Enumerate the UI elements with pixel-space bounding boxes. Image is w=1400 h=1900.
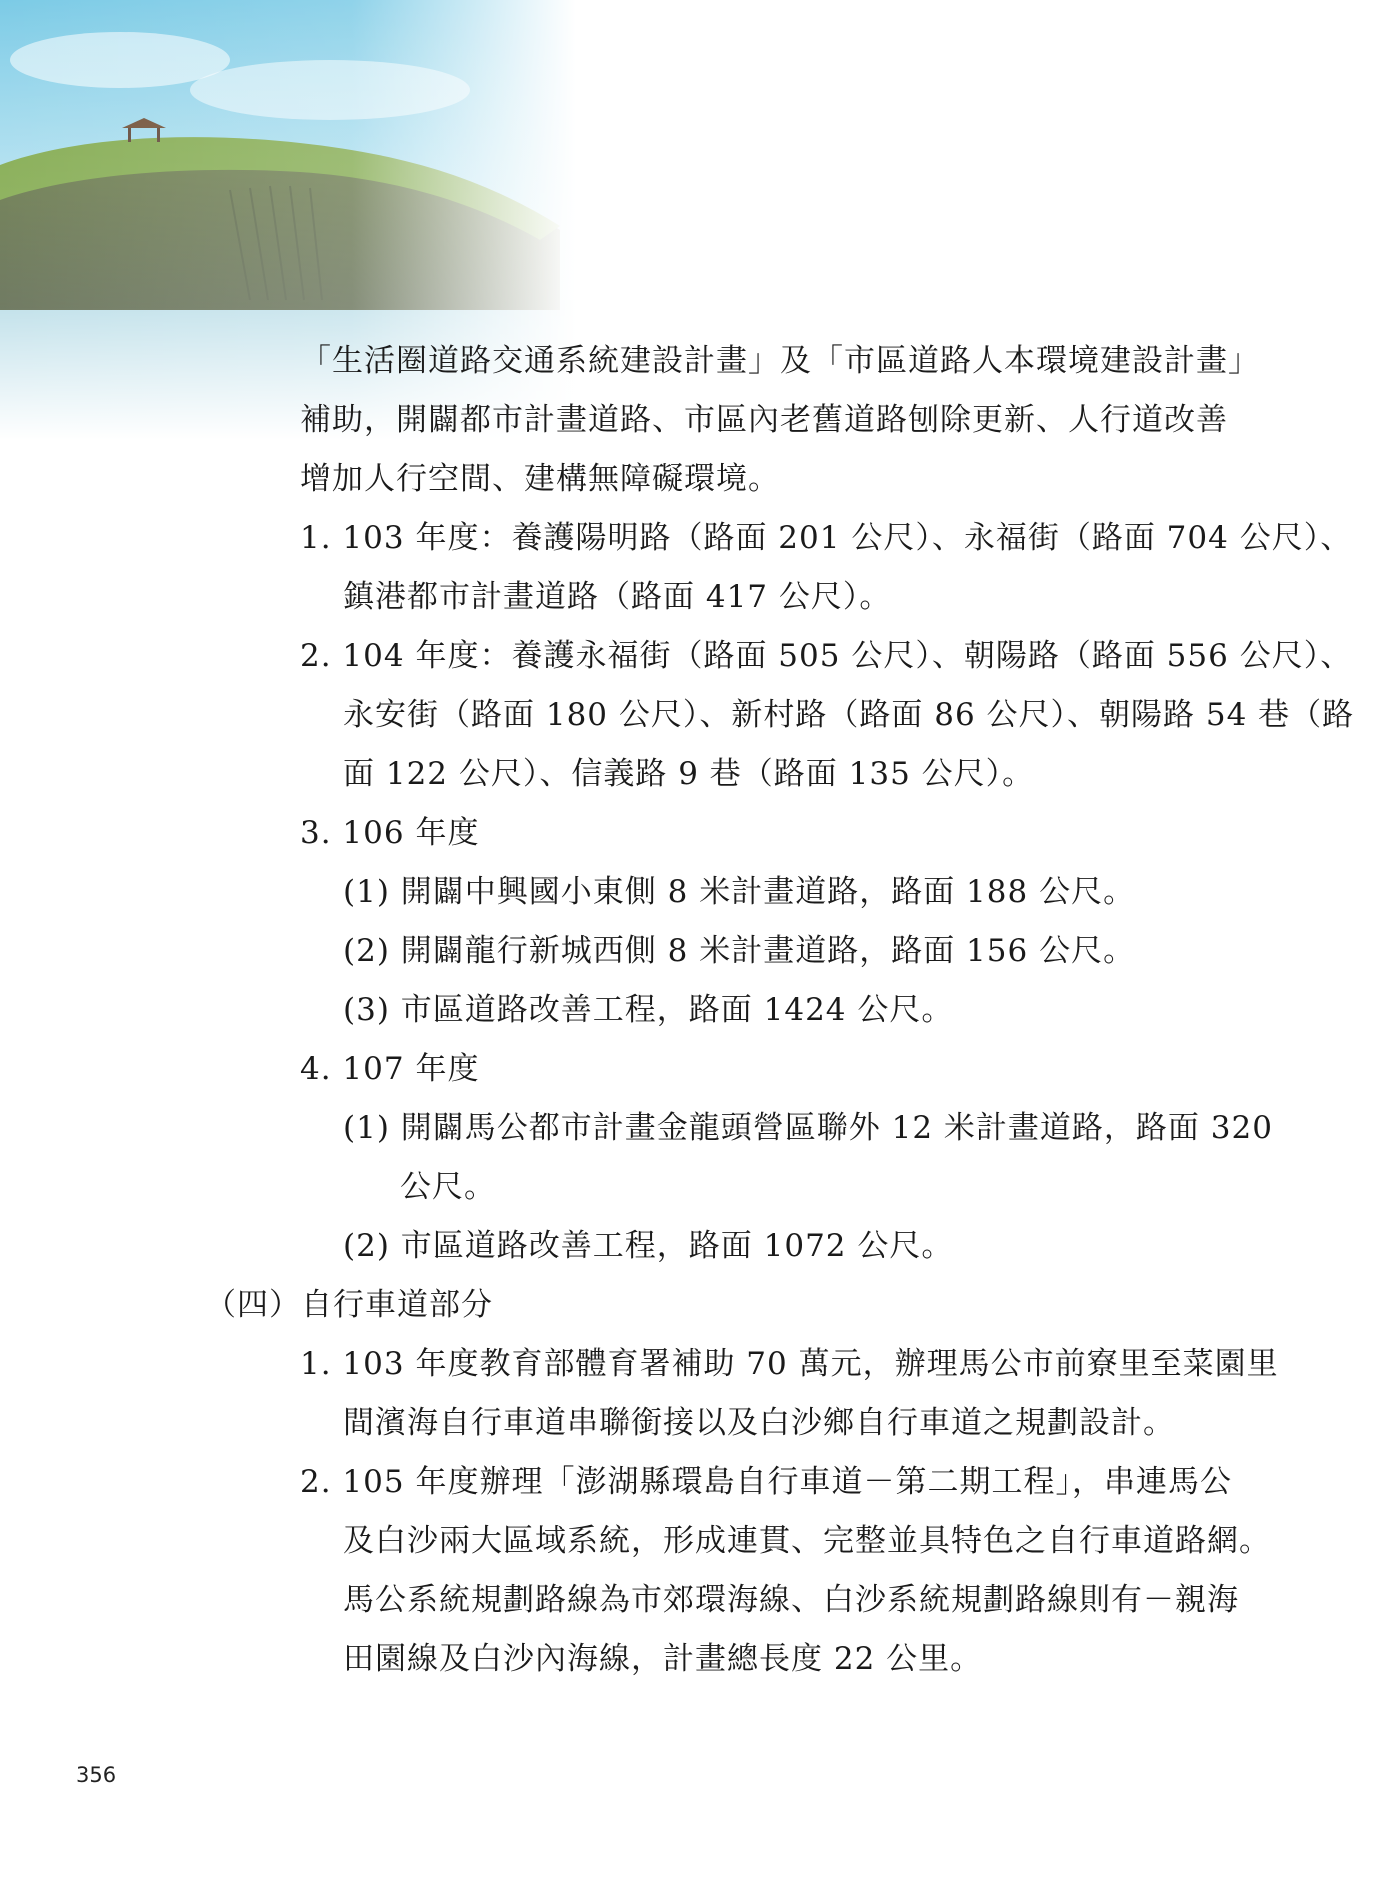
road-item-3-heading: 3. 106 年度	[300, 815, 480, 851]
road-item-2-line-1: 2. 104 年度：養護永福街（路面 505 公尺）、朝陽路（路面 556 公尺）、	[300, 638, 1353, 674]
bike-item-2-line-1: 2. 105 年度辦理「澎湖縣環島自行車道－第二期工程」，串連馬公	[300, 1464, 1232, 1500]
bike-item-1-line-2: 間濱海自行車道串聯銜接以及白沙鄉自行車道之規劃設計。	[343, 1405, 1175, 1441]
road-item-4-sub-2: (2) 市區道路改善工程，路面 1072 公尺。	[343, 1228, 954, 1264]
road-item-4-sub-1-cont: 公尺。	[400, 1169, 496, 1205]
bike-item-2-line-2: 及白沙兩大區域系統，形成連貫、完整並具特色之自行車道路網。	[343, 1523, 1271, 1559]
section-4-heading: （四）自行車道部分	[205, 1287, 493, 1323]
road-item-1-line-2: 鎮港都市計畫道路（路面 417 公尺）。	[343, 579, 892, 615]
intro-line-2: 補助，開闢都市計畫道路、市區內老舊道路刨除更新、人行道改善	[300, 402, 1228, 438]
bike-item-1-line-1: 1. 103 年度教育部體育署補助 70 萬元，辦理馬公市前寮里至菜園里	[300, 1346, 1279, 1382]
bike-item-2-line-3: 馬公系統規劃路線為市郊環海線、白沙系統規劃路線則有－親海	[343, 1582, 1239, 1618]
road-item-4-heading: 4. 107 年度	[300, 1051, 480, 1087]
intro-line-1: 「生活圈道路交通系統建設計畫」及「市區道路人本環境建設計畫」	[300, 343, 1260, 379]
bike-item-2-line-4: 田園線及白沙內海線，計畫總長度 22 公里。	[343, 1641, 983, 1677]
road-item-3-sub-3: (3) 市區道路改善工程，路面 1424 公尺。	[343, 992, 954, 1028]
road-item-1-line-1: 1. 103 年度：養護陽明路（路面 201 公尺）、永福街（路面 704 公尺）、	[300, 520, 1353, 556]
road-item-3-sub-1: (1) 開闢中興國小東側 8 米計畫道路，路面 188 公尺。	[343, 874, 1136, 910]
road-item-3-sub-2: (2) 開闢龍行新城西側 8 米計畫道路，路面 156 公尺。	[343, 933, 1136, 969]
road-item-2-line-2: 永安街（路面 180 公尺）、新村路（路面 86 公尺）、朝陽路 54 巷（路	[343, 697, 1355, 733]
page-number: 356	[76, 1763, 117, 1787]
intro-line-3: 增加人行空間、建構無障礙環境。	[300, 461, 780, 497]
road-item-2-line-3: 面 122 公尺）、信義路 9 巷（路面 135 公尺）。	[343, 756, 1035, 792]
road-item-4-sub-1: (1) 開闢馬公都市計畫金龍頭營區聯外 12 米計畫道路，路面 320	[343, 1110, 1273, 1146]
